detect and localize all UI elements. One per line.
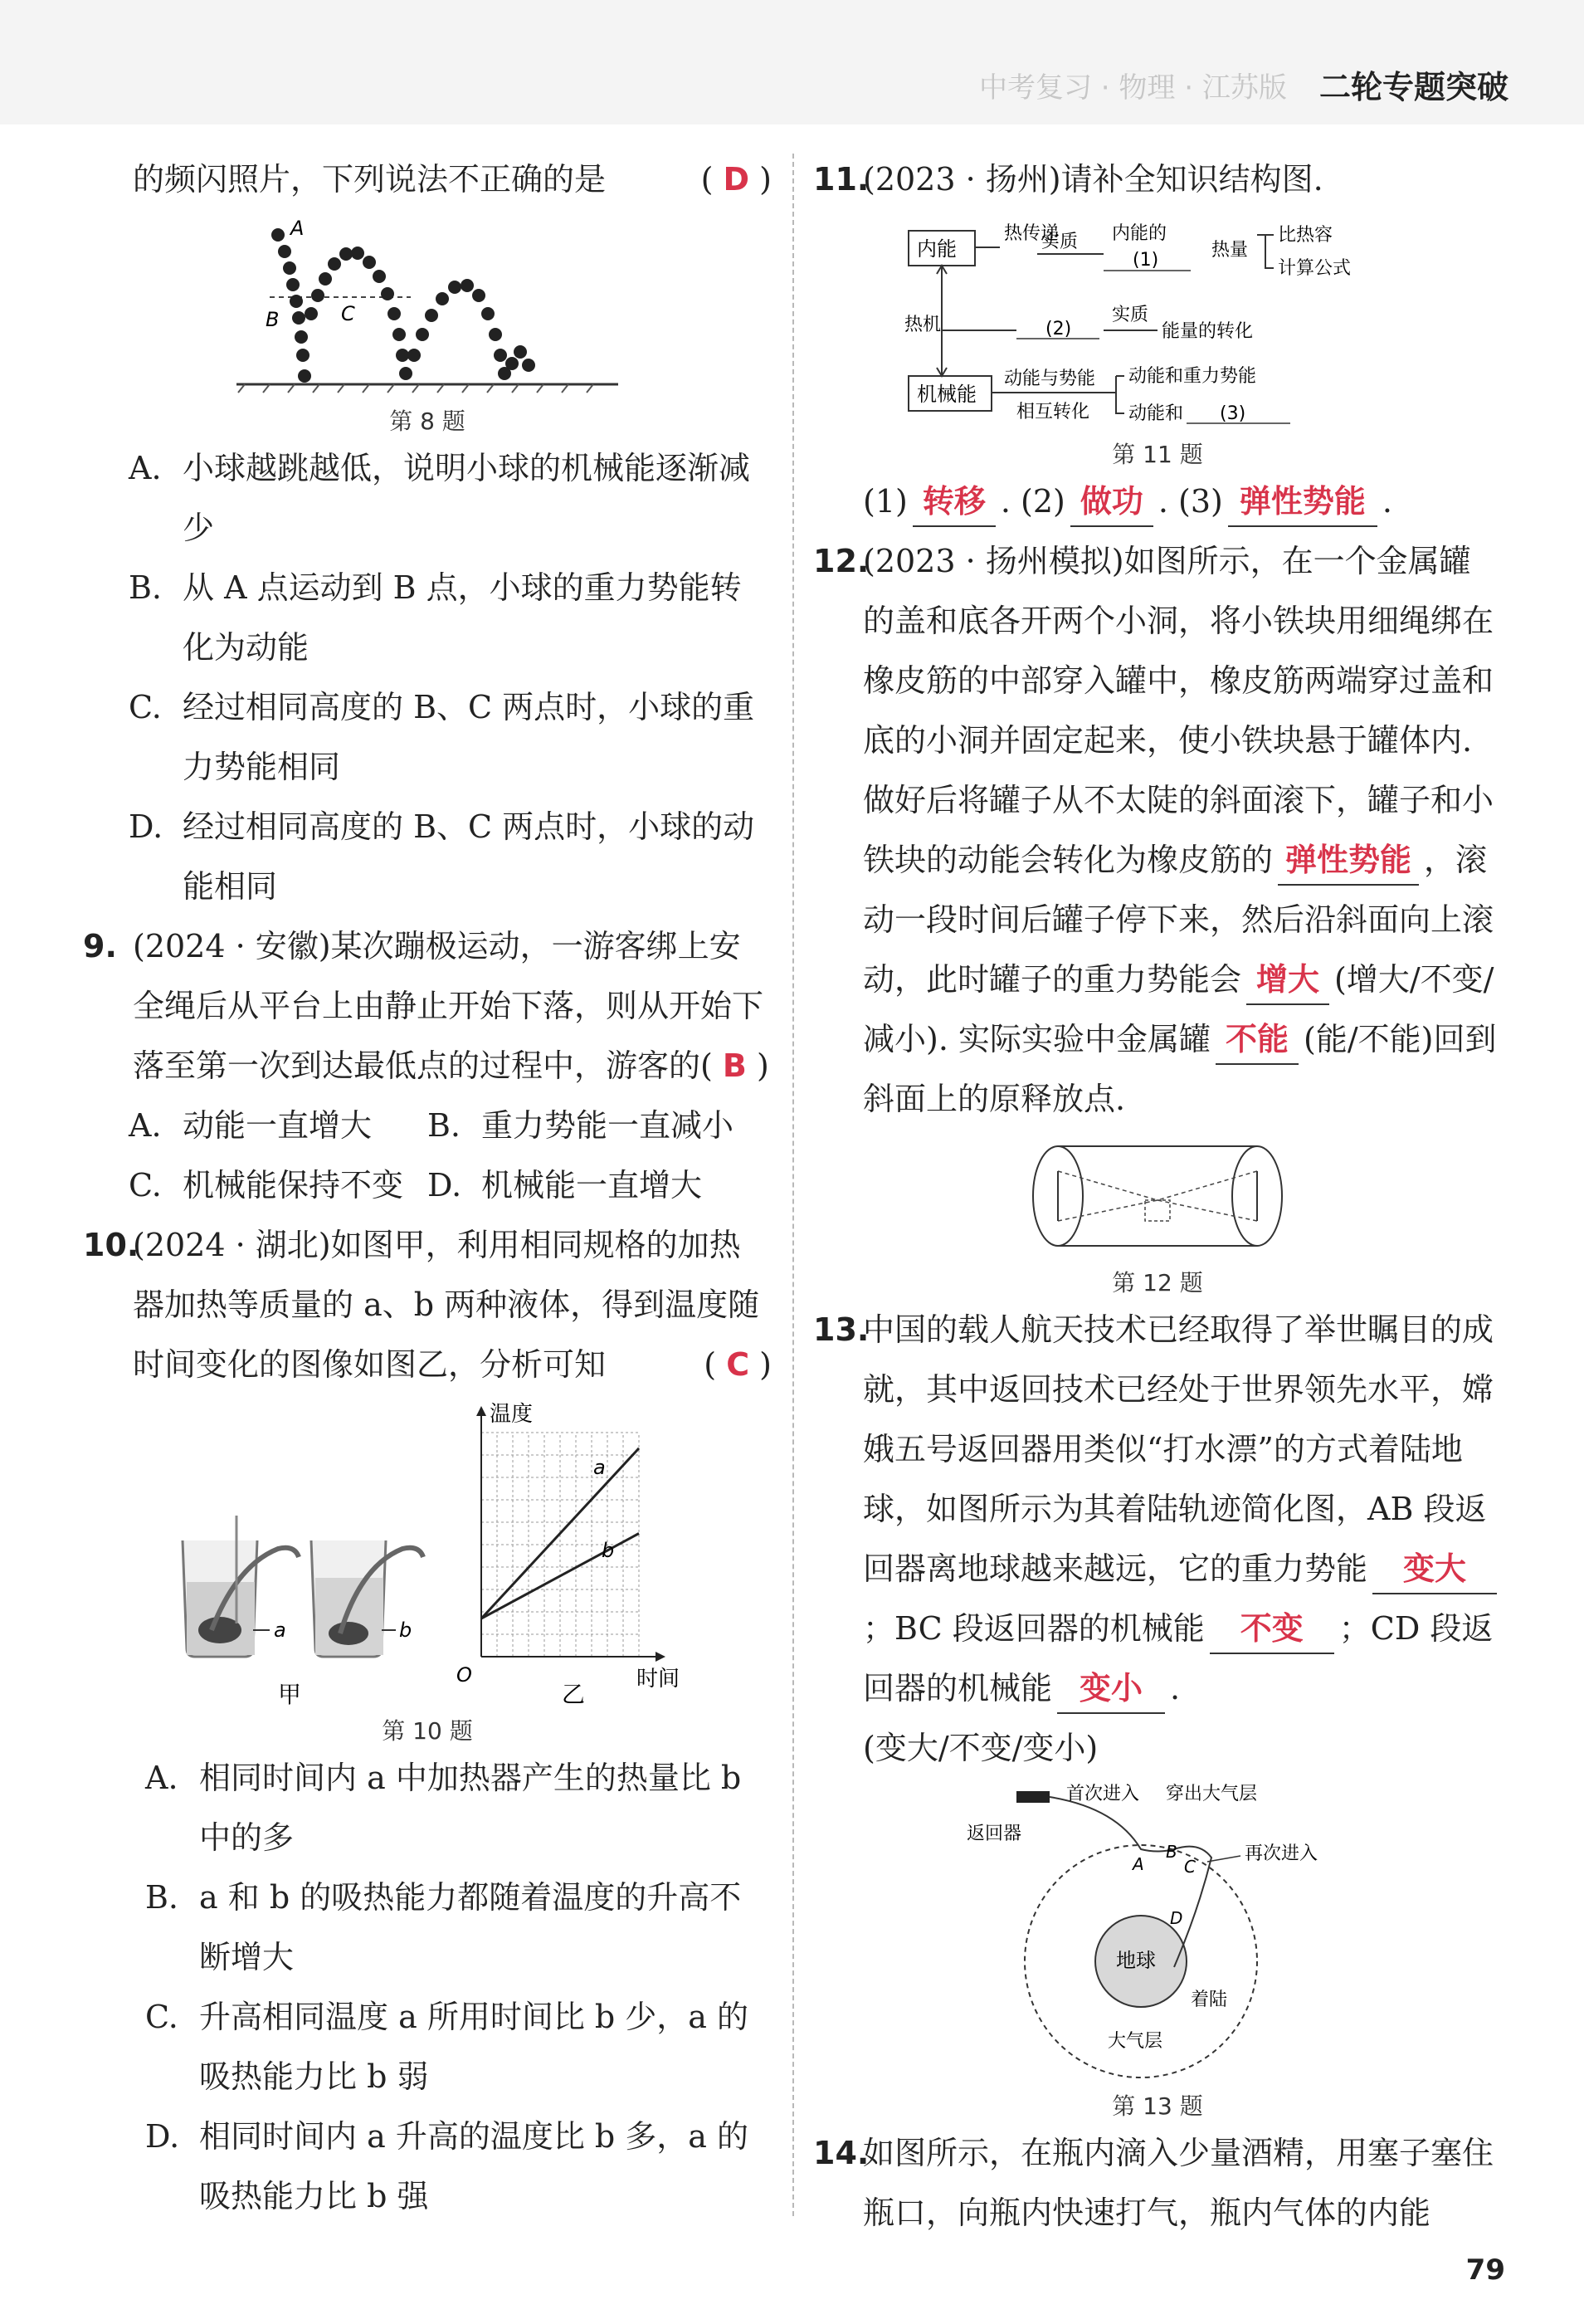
left-column (83, 149, 772, 2226)
q9-option-b: B. 重力势能一直减小 (427, 1107, 734, 1144)
blank-2: (2) (1045, 319, 1072, 339)
q9-source: (2024 · 安徽) (133, 928, 331, 964)
series-label-a: a (593, 1456, 606, 1479)
svg-text:动能与势能: 动能与势能 (1004, 369, 1096, 389)
q8-caption: 第 8 题 (389, 408, 465, 435)
q9-number: 9. (83, 928, 117, 964)
q11-answers: (1) 转移 . (2) 做功 . (3) 弹性势能 . (813, 471, 1502, 531)
y-axis-arrow (476, 1406, 486, 1416)
svg-text:动能和重力势能: 动能和重力势能 (1128, 366, 1257, 387)
q8-answer-bracket: ( D ) (700, 161, 772, 198)
reentry-trajectory-diagram (925, 1783, 1390, 2082)
series-line-a (481, 1448, 639, 1618)
label-point-a: A (290, 217, 305, 240)
q13-answer-1: 变大 (1372, 1545, 1497, 1594)
svg-text:C: C (1184, 1857, 1196, 1877)
blank-3: (3) (1220, 403, 1246, 424)
q12-text: 12. (2023 · 扬州模拟)如图所示，在一个金属罐的盖和底各开两个小洞，将小铁块用细绳绑在橡皮筋的中部穿入罐中，橡皮筋两端穿过盖和底的小洞并固定起来，使小铁块悬于罐体内. 做好后将罐子从不太陡的斜面滚下，罐子和小铁块的动能会转化为橡皮筋的 弹性势能 ，滚动一段时间后罐子停下来，然后沿斜面向上滚动，此时罐子的重力势能会 增大 (增大/不变/减小). 实际实验中金属罐 不能 (能/不能)回到斜面上的原释放点. (813, 531, 1502, 1129)
fig-jia-label: 甲 (278, 1681, 302, 1706)
q10-option-b: B. a 和 b 的吸热能力都随着温度的升高不断增大 (145, 1879, 742, 1975)
beaker-a-label: a (274, 1618, 286, 1642)
beaker-b-label: b (399, 1618, 412, 1642)
page-number: 79 (1465, 2253, 1505, 2287)
beaker-a (183, 1516, 299, 1657)
q8-option-c: C. 经过相同高度的 B、C 两点时，小球的重力势能相同 (129, 689, 755, 785)
q11-source: (2023 · 扬州) (863, 161, 1061, 198)
svg-text:实质: 实质 (1112, 305, 1149, 325)
q10-option-c: C. 升高相同温度 a 所用时间比 b 少，a 的吸热能力比 b 弱 (145, 1999, 749, 2095)
q10-source: (2024 · 湖北) (133, 1227, 331, 1263)
q14-text: 14. 如图所示，在瓶内滴入少量酒精，用塞子塞住瓶口，向瓶内快速打气，瓶内气体的内能 (813, 2123, 1502, 2243)
q10-caption: 第 10 题 (382, 1717, 473, 1745)
q13-answer-2: 不变 (1210, 1604, 1334, 1654)
iron-block (1145, 1200, 1170, 1221)
x-axis-label: 时间 (636, 1667, 680, 1692)
svg-text:内能的: 内能的 (1112, 223, 1167, 244)
svg-text:B: B (1166, 1842, 1177, 1862)
q9-answer: B (722, 1047, 747, 1084)
chart-grid (481, 1433, 639, 1657)
beaker-b (311, 1540, 423, 1657)
svg-text:比热容: 比热容 (1278, 225, 1333, 246)
q11-caption: 第 11 题 (1112, 441, 1203, 468)
svg-text:计算公式: 计算公式 (1278, 258, 1352, 279)
q8-options (83, 438, 772, 916)
q12-source: (2023 · 扬州模拟) (863, 543, 1124, 579)
q9-option-c: C. 机械能保持不变 (129, 1167, 404, 1204)
q8-option-a: A. 小球越跳越低，说明小球的机械能逐渐减少 (129, 450, 751, 546)
q10-stem: 10. (2024 · 湖北)如图甲，利用相同规格的加热器加热等质量的 a、b 两种液体，得到温度随时间变化的图像如图乙，分析可知 ( C ) (83, 1215, 772, 1394)
svg-text:能量的转化: 能量的转化 (1162, 321, 1254, 342)
q12-caption: 第 12 题 (1112, 1269, 1203, 1296)
svg-text:内能: 内能 (917, 237, 957, 261)
q12-answer-1: 弹性势能 (1278, 836, 1419, 886)
q11-answer-1: 转移 (913, 477, 996, 527)
label-point-c: C (341, 302, 355, 325)
svg-text:A: A (1133, 1854, 1144, 1874)
ball-dots (271, 228, 535, 383)
series-label-b: b (602, 1539, 615, 1562)
q8-option-b: B. 从 A 点运动到 B 点，小球的重力势能转化为动能 (129, 569, 742, 666)
q13-answer-3: 变小 (1057, 1664, 1165, 1714)
returner-capsule (1016, 1791, 1050, 1803)
q11-number: 11. (813, 161, 870, 198)
q10-answer: C (726, 1346, 750, 1383)
origin-label: O (456, 1663, 472, 1687)
q11-answer-3: 弹性势能 (1228, 477, 1377, 527)
q11-answer-2: 做功 (1070, 477, 1153, 527)
q13-text: 13. 中国的载人航天技术已经取得了举世瞩目的成就，其中返回技术已经处于世界领先水平，嫦娥五号返回器用类似“打水漂”的方式着陆地球，如图所示为其着陆轨迹简化图，AB 段返回器离地球越来越远，它的重力势能 变大；BC 段返回器的机械能 不变 ；CD 段返回器的机械能 变小 . (813, 1300, 1502, 1718)
q9-stem: 9. (2024 · 安徽)某次蹦极运动，一游客绑上安全绳后从平台上由静止开始下落，则从开始下落至第一次到达最低点的过程中，游客的( B ) (83, 916, 772, 1096)
q10-answer-bracket: ( C ) (704, 1346, 772, 1383)
q8-answer: D (723, 161, 750, 198)
y-axis-label: 温度 (490, 1402, 534, 1427)
column-divider (792, 154, 794, 2216)
q10-figure (83, 1399, 772, 1710)
q10-options (83, 1748, 772, 2226)
q14-number: 14. (813, 2135, 870, 2171)
q13-figure (813, 1783, 1502, 2085)
q13-caption: 第 13 题 (1112, 2092, 1203, 2120)
svg-text:再次进入: 再次进入 (1245, 1843, 1318, 1864)
q11-stem: 11. (2023 · 扬州)请补全知识结构图. (813, 149, 1502, 209)
svg-text:首次进入: 首次进入 (1066, 1784, 1140, 1804)
svg-text:返回器: 返回器 (967, 1824, 1022, 1844)
svg-text:热量: 热量 (1211, 240, 1249, 261)
svg-text:相互转化: 相互转化 (1016, 402, 1090, 422)
q10-option-a: A. 相同时间内 a 中加热器产生的热量比 b 中的多 (145, 1760, 742, 1856)
header-title: 二轮专题突破 (1319, 69, 1509, 105)
q12-answer-3: 不能 (1216, 1015, 1299, 1065)
q9-options (83, 1096, 772, 1215)
svg-text:实质: 实质 (1041, 232, 1079, 252)
right-column (813, 149, 1502, 2243)
heat-engine-label: 热机 (904, 315, 942, 335)
label-point-b: B (266, 308, 280, 331)
q9-option-a: A. 动能一直增大 (129, 1107, 373, 1144)
x-axis-arrow (656, 1652, 665, 1662)
svg-text:着陆: 着陆 (1191, 1990, 1228, 2010)
svg-text:机械能: 机械能 (917, 383, 977, 406)
knowledge-map-svg (892, 214, 1423, 430)
can-diagram (1008, 1134, 1307, 1258)
q13-options-note: (变大/不变/变小) (863, 1730, 1099, 1766)
q8-stem: 的频闪照片，下列说法不正确的是 ( D ) (83, 149, 772, 209)
q10-number: 10. (83, 1227, 139, 1263)
heat-transfer-label: 热传递 (1004, 223, 1060, 244)
q12-number: 12. (813, 543, 870, 579)
svg-text:大气层: 大气层 (1108, 2031, 1163, 2052)
blank-1: (1) (1133, 250, 1159, 271)
q9-option-d: D. 机械能一直增大 (427, 1167, 703, 1204)
rubber-band (1058, 1171, 1257, 1221)
svg-text:穿出大气层: 穿出大气层 (1166, 1784, 1258, 1804)
q10-option-d: D. 相同时间内 a 升高的温度比 b 多，a 的吸热能力比 b 强 (145, 2118, 749, 2214)
q13-number: 13. (813, 1311, 870, 1348)
q8-option-d: D. 经过相同高度的 B、C 两点时，小球的动能相同 (129, 808, 755, 905)
fig-yi-label: 乙 (562, 1681, 586, 1706)
q10-figure-svg (104, 1399, 751, 1706)
q12-figure (813, 1134, 1502, 1262)
svg-text:D: D (1170, 1908, 1183, 1928)
bouncing-ball-photo (220, 214, 635, 397)
header-faded-text: 中考复习 · 物理 · 江苏版 (979, 71, 1287, 105)
q12-answer-2: 增大 (1246, 955, 1329, 1005)
q8-figure (83, 214, 772, 400)
earth-label: 地球 (1116, 1949, 1156, 1972)
svg-text:动能和: 动能和 (1128, 403, 1184, 424)
q11-knowledge-map (813, 214, 1502, 433)
temperature-time-chart (456, 1402, 680, 1706)
